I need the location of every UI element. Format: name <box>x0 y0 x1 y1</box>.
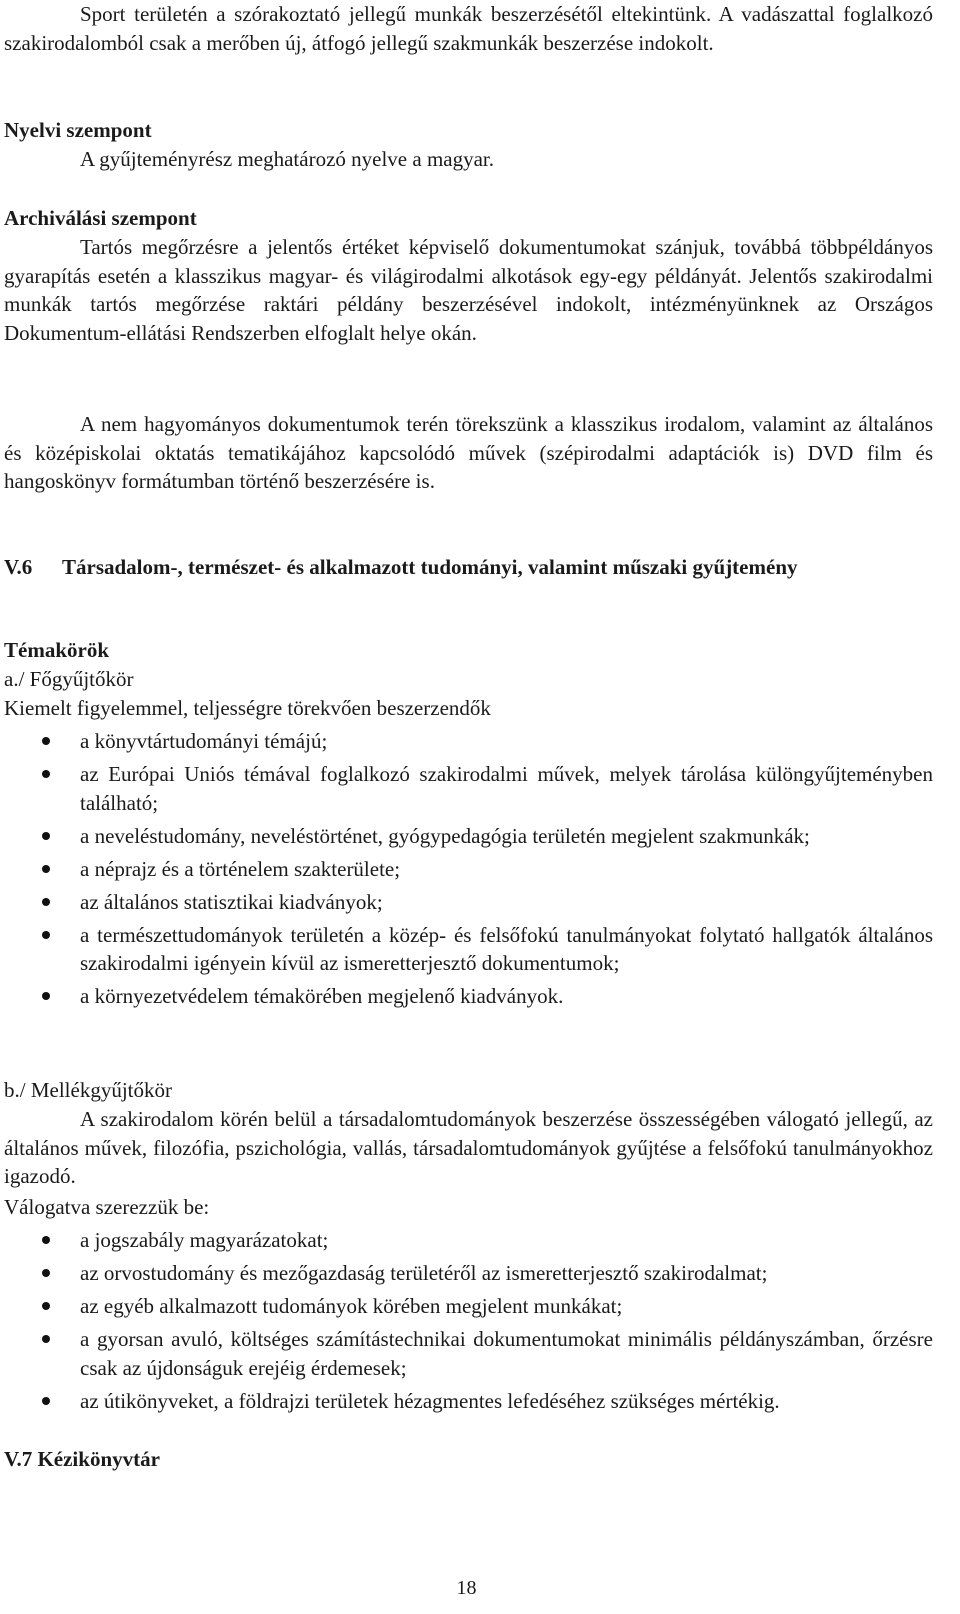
label-fogyujtokor: a./ Főgyűjtőkör <box>4 667 134 691</box>
mellekgyujtokor-list <box>4 1226 933 1420</box>
mellekgyujtokor-intro: Válogatva szerezzük be: <box>4 1195 210 1219</box>
label-mellekgyujtokor: b./ Mellékgyűjtőkör <box>4 1078 172 1102</box>
list-item: a néprajz és a történelem szakterülete; <box>4 855 933 884</box>
list-item: az általános statisztikai kiadványok; <box>4 888 933 917</box>
list-item: az egyéb alkalmazott tudományok körében megjelent munkákat; <box>4 1292 933 1321</box>
list-item: a gyorsan avuló, költséges számítástechnikai dokumentumokat minimális példányszámban, őrzésre csak az újdonságuk erejéig érdemesek; <box>4 1325 933 1382</box>
section-title: Társadalom-, természet- és alkalmazott tudományi, valamint műszaki gyűjtemény <box>62 555 798 579</box>
paragraph-nyelvi: A gyűjteményrész meghatározó nyelve a magyar. <box>80 147 495 171</box>
heading-archivalasi-szempont: Archiválási szempont <box>4 206 197 230</box>
section-heading-v6 <box>4 553 933 582</box>
paragraph-mellekgyujtokor: A szakirodalom körén belül a társadalomtudományok beszerzése összességében válogató jellegű, az általános művek, filozófia, pszichológia, vallás, társadalomtudományok gyűjtése a felsőfokú tanulmányokhoz igazodó. <box>4 1107 933 1188</box>
paragraph-nem-hagyomanyos: A nem hagyományos dokumentumok terén törekszünk a klasszikus irodalom, valamint az általános és középiskolai oktatás tematikájához kapcsolódó művek (szépirodalmi adaptációk is) DVD film és hangoskönyv formátumban történő beszerzésére is. <box>4 412 933 493</box>
list-item: a neveléstudomány, neveléstörténet, gyógypedagógia területén megjelent szakmunkák; <box>4 822 933 851</box>
list-item: az útikönyveket, a földrajzi területek hézagmentes lefedéséhez szükséges mértékig. <box>4 1387 933 1416</box>
fogyujtokor-list <box>4 727 933 1015</box>
heading-v7: V.7 Kézikönyvtár <box>4 1447 160 1471</box>
list-item: az Európai Uniós témával foglalkozó szakirodalmi művek, melyek tárolása különgyűjteményben található; <box>4 760 933 817</box>
paragraph-archivalasi: Tartós megőrzésre a jelentős értéket képviselő dokumentumokat szánjuk, továbbá többpéldányos gyarapítás esetén a klasszikus magyar- és világirodalmi alkotások egy-egy példányát. Jelentős szakirodalmi munkák tartós megőrzése raktári példány beszerzésével indokolt, intézményünknek az Országos Dokumentum-ellátási Rendszerben elfoglalt helye okán. <box>4 235 933 345</box>
page-number: 18 <box>456 1577 477 1599</box>
list-item: a könyvtártudományi témájú; <box>4 727 933 756</box>
section-number: V.6 <box>4 555 33 579</box>
paragraph-sport: Sport területén a szórakoztató jellegű munkák beszerzésétől eltekintünk. A vadászattal foglalkozó szakirodalomból csak a merőben új, átfogó jellegű szakmunkák beszerzése indokolt. <box>4 2 933 55</box>
fogyujtokor-intro: Kiemelt figyelemmel, teljességre törekvően beszerzendők <box>4 696 491 720</box>
list-item: a jogszabály magyarázatokat; <box>4 1226 933 1255</box>
list-item: a környezetvédelem témakörében megjelenő kiadványok. <box>4 982 933 1011</box>
list-item: a természettudományok területén a közép- és felsőfokú tanulmányokat folytató hallgatók általános szakirodalmi igényein kívül az ismeretterjesztő dokumentumok; <box>4 921 933 978</box>
heading-temakorok: Témakörök <box>4 638 109 662</box>
list-item: az orvostudomány és mezőgazdaság területéről az ismeretterjesztő szakirodalmat; <box>4 1259 933 1288</box>
heading-nyelvi-szempont: Nyelvi szempont <box>4 118 152 142</box>
